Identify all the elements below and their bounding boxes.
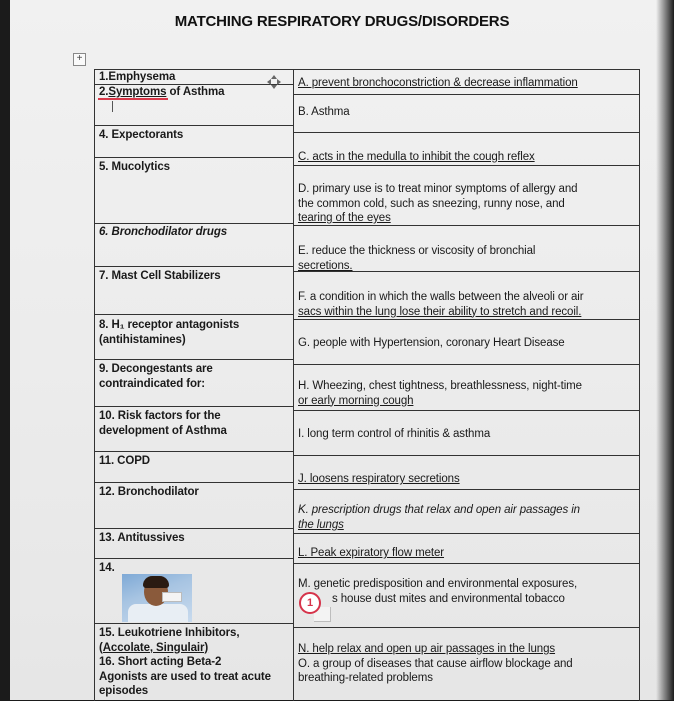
- m-line-1: M. genetic predisposition and environmental exposures,: [298, 578, 578, 590]
- row-divider: [95, 223, 293, 224]
- decongestants-line-2: contraindicated for:: [99, 377, 205, 390]
- right-item-h: [298, 379, 634, 408]
- left-item-8: [99, 318, 289, 347]
- left-item-15: [99, 626, 289, 699]
- symptoms-word: Symptoms: [108, 86, 167, 98]
- left-item-1: [99, 70, 289, 85]
- leukotriene-line-1: 15. Leukotriene Inhibitors,: [99, 627, 240, 639]
- answer-j: J. loosens respiratory secretions: [298, 473, 460, 485]
- answer-l: L. Peak expiratory flow meter: [298, 547, 445, 559]
- emphysema-label: 1.Emphysema: [99, 71, 176, 83]
- row-divider: [293, 533, 639, 534]
- risk-line-2: development of Asthma: [99, 424, 227, 437]
- decongestants-line-1: 9. Decongestants are: [99, 363, 213, 375]
- row-divider: [95, 623, 293, 624]
- f-line-2: sacs within the lung lose their ability to stretch and recoil.: [298, 305, 582, 318]
- row-divider: [95, 528, 293, 529]
- right-item-i: I. long term control of rhinitis & asthma: [298, 428, 491, 440]
- left-item-4: 4. Expectorants: [99, 129, 184, 141]
- e-line-2: secretions.: [298, 259, 353, 272]
- m-line-2: s house dust mites and environmental tobacco: [332, 592, 565, 605]
- left-item-12: 12. Bronchodilator: [99, 486, 199, 498]
- left-item-11: 11. COPD: [99, 455, 150, 467]
- right-item-j: [298, 472, 634, 487]
- right-item-f: [298, 290, 634, 319]
- inhaler-icon: [162, 592, 182, 602]
- row-divider: [95, 558, 293, 559]
- answer-c: C. acts in the medulla to inhibit the cough reflex: [298, 151, 535, 163]
- f-line-1: F. a condition in which the walls between the alveoli or air: [298, 291, 584, 303]
- row-divider: [293, 410, 639, 411]
- row-divider: [95, 266, 293, 267]
- row-divider: [293, 165, 639, 166]
- spellcheck-underline: [98, 98, 168, 100]
- left-item-6: 6. Bronchodilator drugs: [99, 226, 228, 238]
- annotation-badge[interactable]: 1: [299, 592, 321, 614]
- row-divider: [293, 489, 639, 490]
- page-title: MATCHING RESPIRATORY DRUGS/DISORDERS: [174, 13, 510, 30]
- d-line-3: tearing of the eyes: [298, 212, 391, 224]
- left-item-10: [99, 409, 289, 438]
- row-divider: [293, 563, 639, 564]
- right-item-b: B. Asthma: [298, 106, 350, 118]
- saba-line-3: episodes: [99, 685, 149, 697]
- table-move-handle-icon[interactable]: +: [73, 53, 86, 66]
- right-item-a: [298, 76, 634, 91]
- answer-a: A. prevent bronchoconstriction & decrease inflammation: [298, 77, 578, 89]
- child-inhaler-photo: [122, 574, 192, 622]
- right-item-m: [298, 577, 634, 606]
- row-divider: [293, 132, 639, 133]
- page-edge-shadow: [656, 0, 674, 700]
- left-item-14: 14.: [99, 562, 115, 574]
- photo-hair: [143, 576, 169, 588]
- risk-line-1: 10. Risk factors for the: [99, 410, 221, 422]
- photo-shirt: [128, 604, 188, 622]
- right-item-n: [298, 642, 634, 686]
- row-divider: [293, 627, 639, 628]
- right-item-g: G. people with Hypertension, coronary Heart Disease: [298, 337, 565, 349]
- e-line-1: E. reduce the thickness or viscosity of bronchial: [298, 245, 536, 257]
- document-page: [10, 0, 674, 700]
- row-divider: [95, 314, 293, 315]
- row-divider: [293, 319, 639, 320]
- right-item-d: [298, 182, 634, 226]
- left-item-7: 7. Mast Cell Stabilizers: [99, 270, 221, 282]
- row-divider: [95, 359, 293, 360]
- row-divider: [293, 455, 639, 456]
- d-line-2: the common cold, such as sneezing, runny nose, and: [298, 197, 565, 210]
- k-line-1: K. prescription drugs that relax and open air passages in: [298, 504, 580, 516]
- h1-line-1: 8. H₁ receptor antagonists: [99, 319, 240, 331]
- right-item-k: [298, 503, 634, 532]
- row-divider: [95, 406, 293, 407]
- o-line-1: O. a group of diseases that cause airflow blockage and: [298, 657, 573, 670]
- drag-arrows-icon[interactable]: [267, 75, 281, 89]
- h-line-2: or early morning cough: [298, 394, 414, 407]
- row-divider: [293, 94, 639, 95]
- left-item-13: 13. Antitussives: [99, 532, 185, 544]
- symptoms-suffix: of Asthma: [166, 86, 225, 98]
- left-item-9: [99, 362, 289, 391]
- right-item-c: [298, 150, 634, 165]
- left-item-5: 5. Mucolytics: [99, 161, 170, 173]
- row-divider: [95, 451, 293, 452]
- leukotriene-line-2: (Accolate, Singulair): [99, 641, 209, 654]
- row-divider: [95, 157, 293, 158]
- o-line-2: breathing-related problems: [298, 672, 433, 684]
- h1-line-2: (antihistamines): [99, 333, 186, 346]
- answer-n: N. help relax and open up air passages in the lungs: [298, 643, 556, 655]
- right-item-l: [298, 546, 634, 561]
- h-line-1: H. Wheezing, chest tightness, breathlessness, night-time: [298, 380, 582, 392]
- text-cursor: [112, 101, 113, 112]
- saba-line-1: 16. Short acting Beta-2: [99, 656, 222, 668]
- row-divider: [293, 364, 639, 365]
- item-2-number: 2.: [99, 86, 109, 98]
- k-line-2: the lungs: [298, 518, 344, 531]
- right-item-e: [298, 244, 634, 273]
- row-divider: [95, 125, 293, 126]
- row-divider: [95, 482, 293, 483]
- d-line-1: D. primary use is to treat minor symptoms of allergy and: [298, 183, 578, 195]
- saba-line-2: Agonists are used to treat acute: [99, 670, 271, 683]
